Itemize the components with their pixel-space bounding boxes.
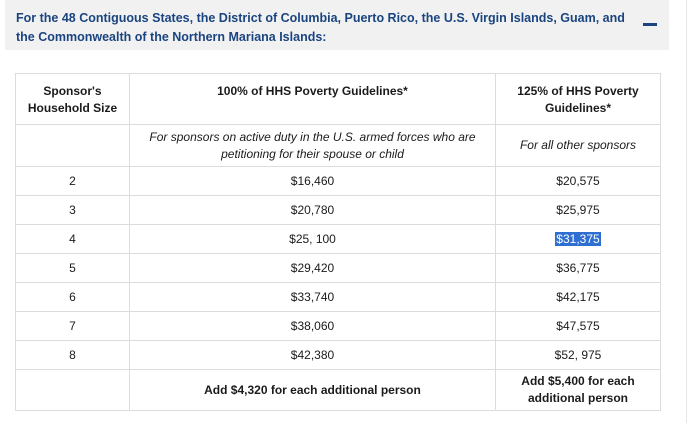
household-size-cell: 3 <box>16 196 130 225</box>
poverty-125-cell: $20,575 <box>496 167 661 196</box>
poverty-100-cell: $20,780 <box>130 196 496 225</box>
footer-100-additional: Add $4,320 for each additional person <box>130 370 496 411</box>
poverty-guidelines-table <box>15 73 661 411</box>
poverty-100-cell: $29,420 <box>130 254 496 283</box>
table-row <box>16 341 661 370</box>
header-100-percent: 100% of HHS Poverty Guidelines* <box>130 74 496 125</box>
subheader-active-duty: For sponsors on active duty in the U.S. armed forces who are petitioning for their spouse or child <box>130 125 496 167</box>
poverty-100-cell: $42,380 <box>130 341 496 370</box>
poverty-125-cell: $42,175 <box>496 283 661 312</box>
table-subheader-row <box>16 125 661 167</box>
table-header-row <box>16 74 661 125</box>
header-household-size: Sponsor's Household Size <box>16 74 130 125</box>
header-125-percent: 125% of HHS Poverty Guidelines* <box>496 74 661 125</box>
poverty-125-cell: $25,975 <box>496 196 661 225</box>
poverty-100-cell: $25, 100 <box>130 225 496 254</box>
household-size-cell: 7 <box>16 312 130 341</box>
household-size-cell: 4 <box>16 225 130 254</box>
subheader-empty <box>16 125 130 167</box>
subheader-other-sponsors: For all other sponsors <box>496 125 661 167</box>
table-row <box>16 283 661 312</box>
footer-empty <box>16 370 130 411</box>
footer-125-additional: Add $5,400 for each additional person <box>496 370 661 411</box>
table-row <box>16 225 661 254</box>
page-divider <box>686 0 687 423</box>
poverty-125-cell <box>496 225 661 254</box>
poverty-100-cell: $33,740 <box>130 283 496 312</box>
household-size-cell: 8 <box>16 341 130 370</box>
table-row <box>16 312 661 341</box>
section-title: For the 48 Contiguous States, the District of Columbia, Puerto Rico, the U.S. Virgin Islands, Guam, and the Commonwealth of the Northern Mariana Islands: <box>16 11 625 44</box>
household-size-cell: 5 <box>16 254 130 283</box>
household-size-cell: 6 <box>16 283 130 312</box>
table-row <box>16 196 661 225</box>
poverty-125-cell: $52, 975 <box>496 341 661 370</box>
minus-icon[interactable] <box>643 17 657 31</box>
poverty-100-cell: $38,060 <box>130 312 496 341</box>
table-row <box>16 167 661 196</box>
table-footer-row <box>16 370 661 411</box>
poverty-125-cell: $47,575 <box>496 312 661 341</box>
table-row <box>16 254 661 283</box>
accordion-header[interactable] <box>5 0 669 50</box>
household-size-cell: 2 <box>16 167 130 196</box>
selected-text[interactable]: $31,375 <box>556 231 600 246</box>
poverty-100-cell: $16,460 <box>130 167 496 196</box>
poverty-125-cell: $36,775 <box>496 254 661 283</box>
